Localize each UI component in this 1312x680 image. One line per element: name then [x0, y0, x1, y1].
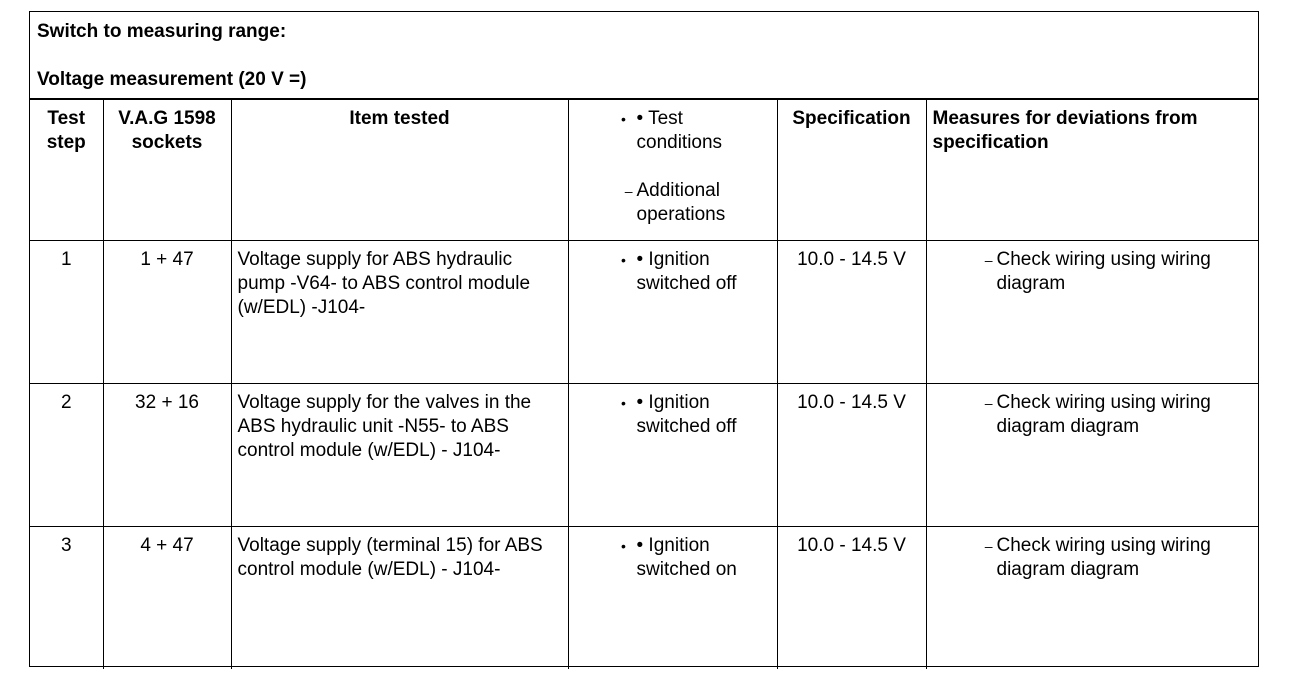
measure-cell	[926, 526, 1259, 669]
bullet-marker: •	[621, 537, 626, 554]
dash-marker: –	[624, 183, 633, 199]
dash-marker: –	[984, 537, 993, 554]
col-header-sockets: V.A.G 1598 sockets	[103, 100, 231, 240]
measure-text: Check wiring using wiring diagram diagram	[996, 391, 1211, 437]
specification-cell: 10.0 - 14.5 V	[777, 383, 926, 526]
item-tested-cell: Voltage supply for ABS hydraulic pump -V64- to ABS control module (w/EDL) -J104-	[231, 240, 568, 383]
condition-cell	[568, 383, 777, 526]
measure-text: Check wiring using wiring diagram diagram	[996, 534, 1211, 580]
operations-dash-line	[575, 179, 771, 227]
test-steps-table	[30, 100, 1259, 669]
operations-label: Additional operations	[636, 180, 726, 225]
bullet-marker: •	[621, 394, 626, 411]
test-step-cell: 3	[30, 526, 103, 669]
condition-cell	[568, 526, 777, 669]
table-row	[30, 240, 1259, 383]
measuring-range-heading: Switch to measuring range:	[37, 21, 287, 42]
bullet-marker: •	[621, 111, 626, 127]
test-table-frame	[29, 11, 1259, 667]
conditions-label: • Test conditions	[636, 108, 723, 153]
column-header-row	[30, 100, 1259, 240]
voltage-measurement-heading: Voltage measurement (20 V =)	[37, 69, 307, 90]
condition-text: • Ignition switched off	[636, 248, 737, 294]
specification-cell: 10.0 - 14.5 V	[777, 526, 926, 669]
condition-cell	[568, 240, 777, 383]
sockets-cell: 1 + 47	[103, 240, 231, 383]
test-step-cell: 1	[30, 240, 103, 383]
col-header-item-tested: Item tested	[231, 100, 568, 240]
conditions-bullet-line	[575, 107, 771, 155]
measure-text: Check wiring using wiring diagram	[996, 248, 1211, 294]
condition-text: • Ignition switched off	[636, 391, 737, 437]
item-tested-cell: Voltage supply (terminal 15) for ABS control module (w/EDL) - J104-	[231, 526, 568, 669]
col-header-specification: Specification	[777, 100, 926, 240]
measure-cell	[926, 383, 1259, 526]
condition-text: • Ignition switched on	[636, 534, 737, 580]
measure-cell	[926, 240, 1259, 383]
item-tested-cell: Voltage supply for the valves in the ABS hydraulic unit -N55- to ABS control module (w/EDL) - J104-	[231, 383, 568, 526]
col-header-conditions	[568, 100, 777, 240]
specification-cell: 10.0 - 14.5 V	[777, 240, 926, 383]
table-row	[30, 383, 1259, 526]
table-header-block	[30, 12, 1258, 100]
sockets-cell: 4 + 47	[103, 526, 231, 669]
col-header-test-step: Test step	[30, 100, 103, 240]
sockets-cell: 32 + 16	[103, 383, 231, 526]
col-header-measures: Measures for deviations from specification	[926, 100, 1259, 240]
dash-marker: –	[984, 251, 993, 268]
table-row	[30, 526, 1259, 669]
bullet-marker: •	[621, 251, 626, 268]
dash-marker: –	[984, 394, 993, 411]
test-step-cell: 2	[30, 383, 103, 526]
